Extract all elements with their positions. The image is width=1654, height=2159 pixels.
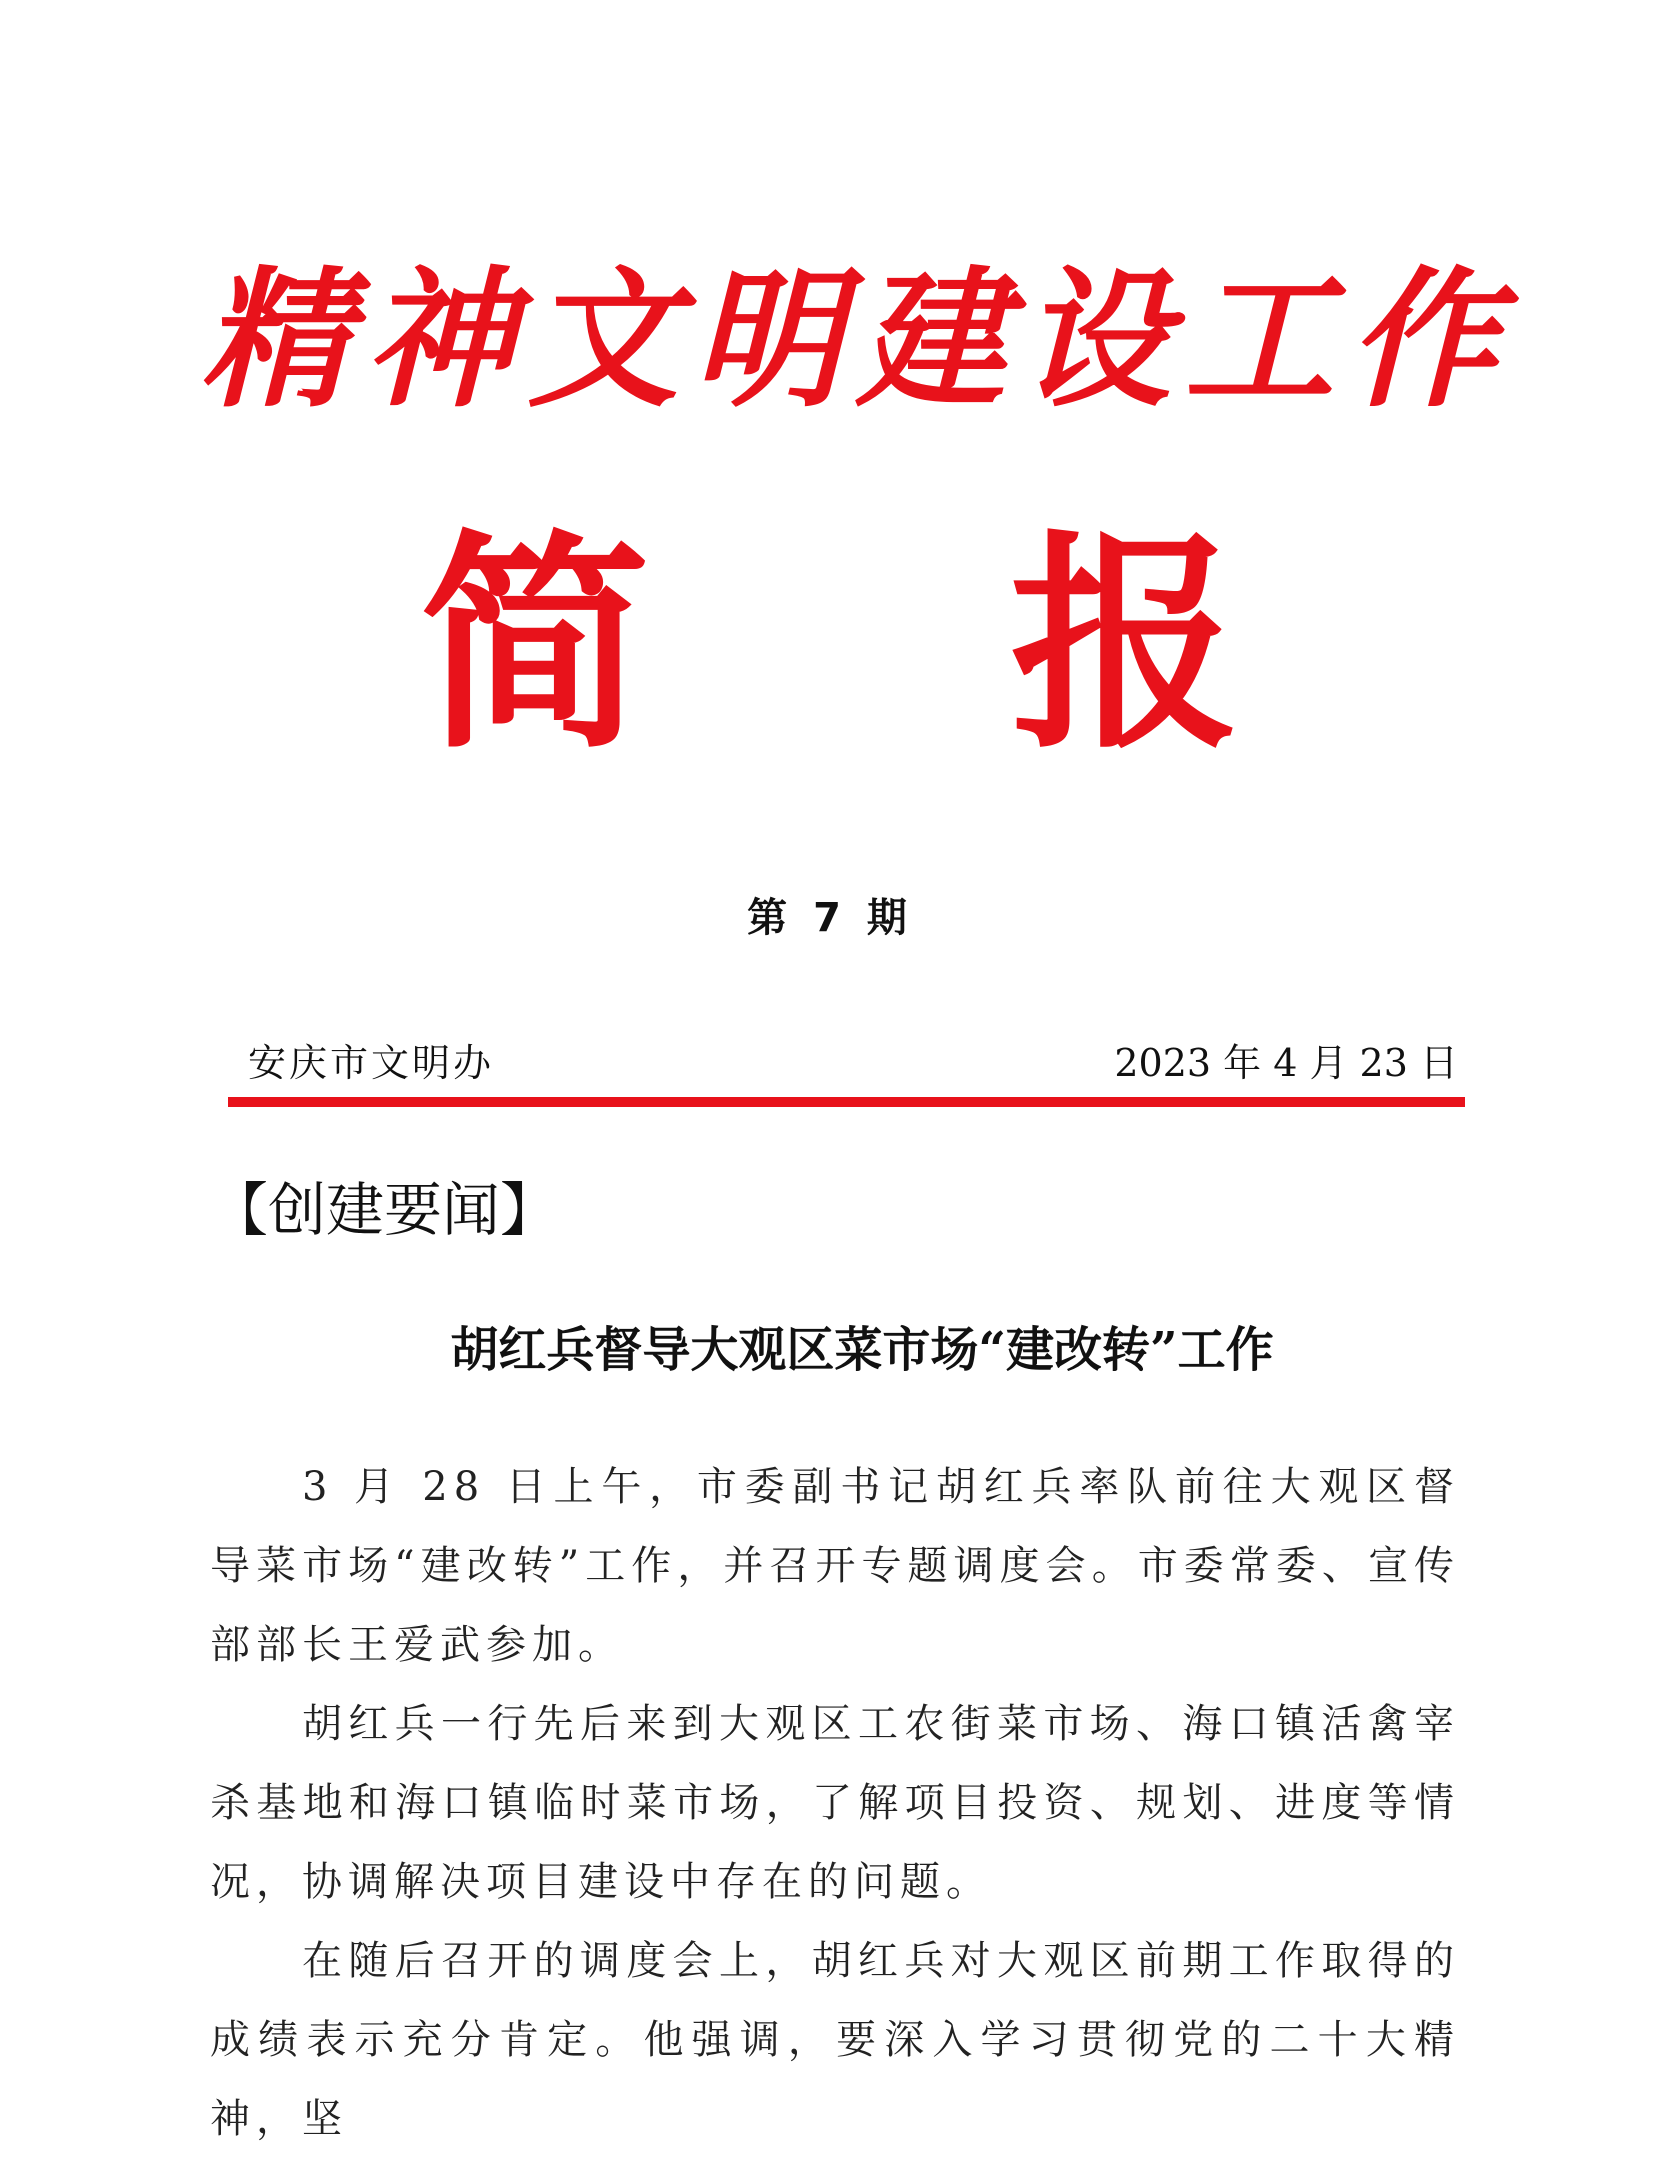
- article-title: 胡红兵督导大观区菜市场“建改转”工作: [450, 1322, 1274, 1378]
- issue-number: 第 7 期: [747, 895, 907, 941]
- masthead-subtitle-char-2: 报: [1009, 510, 1240, 780]
- issuer: 安庆市文明办: [248, 1041, 495, 1085]
- section-heading: 【创建要闻】: [210, 1176, 559, 1244]
- article-paragraph: 胡红兵一行先后来到大观区工农街菜市场、海口镇活禽宰杀基地和海口镇临时菜市场，了解项目投资、规划、进度等情况，协调解决项目建设中存在的问题。: [210, 1701, 1460, 1905]
- masthead-subtitle-char-1: 简: [420, 510, 651, 780]
- article-body: [210, 1448, 1460, 2159]
- article-paragraph: 在随后召开的调度会上，胡红兵对大观区前期工作取得的成绩表示充分肯定。他强调，要深入学习贯彻党的二十大精神，坚: [210, 1938, 1460, 2142]
- issue-date: 2023 年 4 月 23 日: [1114, 1041, 1458, 1085]
- masthead-title: 精神文明建设工作: [200, 252, 1513, 428]
- red-divider: [228, 1097, 1465, 1107]
- article-paragraph: 3 月 28 日上午，市委副书记胡红兵率队前往大观区督导菜市场“建改转”工作，并召开专题调度会。市委常委、宣传部部长王爱武参加。: [210, 1464, 1460, 1668]
- masthead-subtitle: [420, 510, 1240, 780]
